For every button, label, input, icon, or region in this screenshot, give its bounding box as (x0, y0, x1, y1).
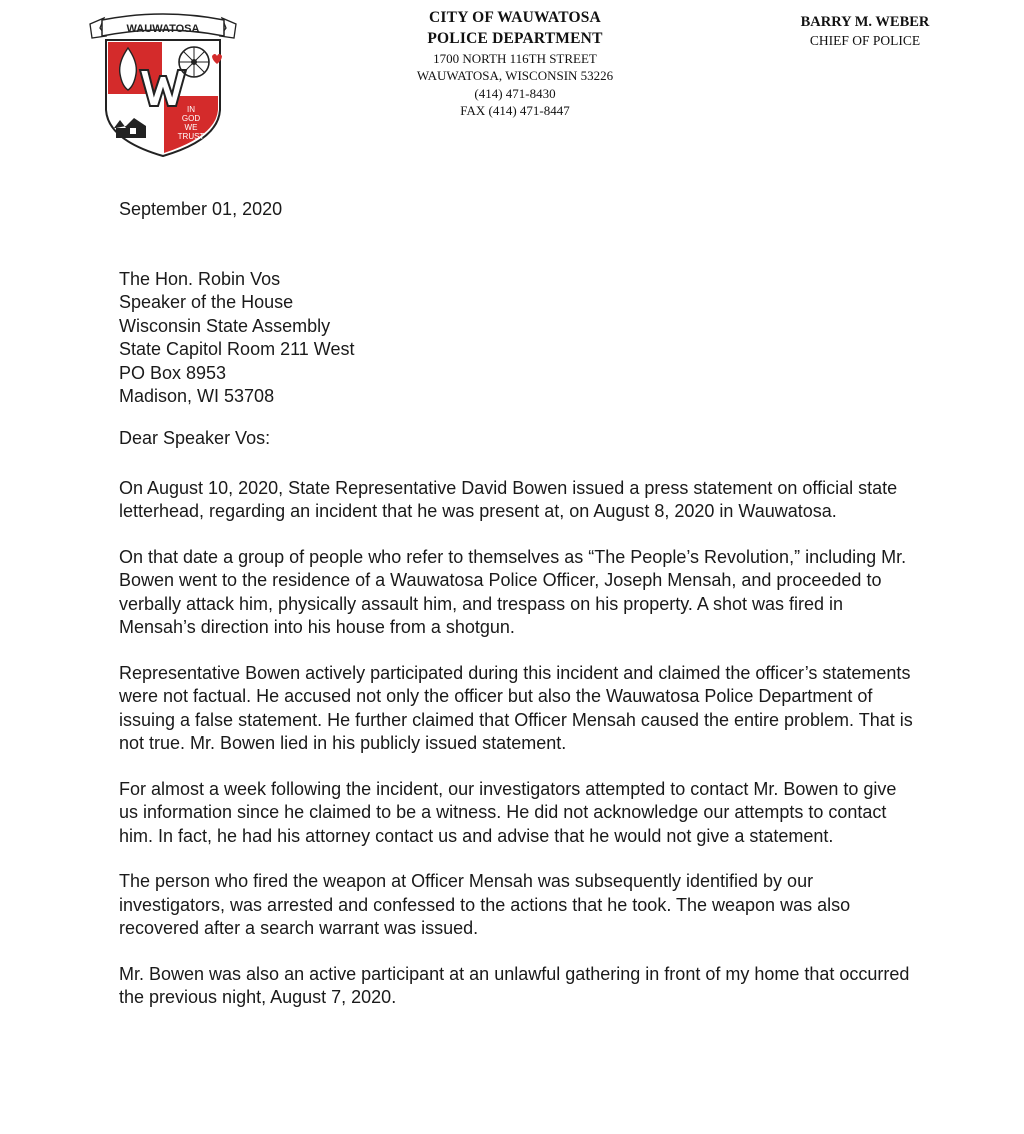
body-paragraph: The person who fired the weapon at Officer Mensah was subsequently identified by our investigators, was arrested and confessed to the actions that he took. The weapon was also recovered after a search warrant was issued. (119, 871, 851, 939)
letterhead-fax: FAX (414) 471-8447 (460, 103, 570, 119)
letterhead-phone: (414) 471-8430 (474, 85, 556, 101)
letterhead-department-name: POLICE DEPARTMENT (427, 29, 603, 47)
recipient-address (119, 268, 919, 410)
city-seal-logo (86, 10, 240, 160)
body-paragraph: For almost a week following the incident, our investigators attempted to contact Mr. Bowen to give us information since he claimed to be a witness. He did not acknowledge our attempts to contact him. In fact, he had his attorney contact us and advise that he would not give a statement. (119, 778, 897, 846)
chief-block (770, 12, 960, 50)
recipient-line: Speaker of the House (119, 292, 294, 313)
recipient-line: State Capitol Room 211 West (119, 339, 355, 360)
letterhead-city-state: WAUWATOSA, WISCONSIN 53226 (416, 68, 614, 84)
seal-motto-line: TRUST (177, 132, 205, 141)
body-paragraph: On August 10, 2020, State Representative David Bowen issued a press statement on official state letterhead, regarding an incident that he was present at, on August 8, 2020 in Wauwatosa. (119, 477, 898, 522)
body-paragraph: On that date a group of people who refer to themselves as “The People’s Revolution,” including Mr. Bowen went to the residence of a Wauwatosa Police Officer, Joseph Mensah, and proceeded to verbally attack him, physically assault him, and trespass on his property. A shot was fired in Mensah’s direction into his house from a shotgun. (119, 546, 907, 638)
seal-motto-line: WE (184, 123, 198, 132)
letterhead-header (360, 8, 670, 120)
body-paragraph: Mr. Bowen was also an active participant at an unlawful gathering in front of my home that occurred the previous night, August 7, 2020. (119, 963, 910, 1008)
letter-body (119, 198, 919, 1032)
body-paragraph: Representative Bowen actively participated during this incident and claimed the officer’s statements were not factual. He accused not only the officer but also the Wauwatosa Police Department of issuing a false statement. He further claimed that Officer Mensah caused the entire problem. That is not true. Mr. Bowen lied in his publicly issued statement. (119, 662, 913, 754)
letter-date: September 01, 2020 (119, 199, 283, 219)
recipient-line: The Hon. Robin Vos (119, 268, 281, 289)
chief-title: CHIEF OF POLICE (809, 33, 921, 49)
seal-banner-text: WAUWATOSA (126, 23, 200, 35)
seal-motto-line: IN (187, 105, 195, 114)
recipient-line: Madison, WI 53708 (119, 386, 275, 407)
letterhead-city-name: CITY OF WAUWATOSA (429, 9, 601, 26)
recipient-line: PO Box 8953 (119, 362, 227, 383)
recipient-line: Wisconsin State Assembly (119, 315, 331, 336)
letterhead-street: 1700 NORTH 116TH STREET (433, 50, 597, 66)
seal-motto-line: GOD (181, 114, 201, 123)
salutation: Dear Speaker Vos: (119, 428, 271, 449)
chief-name: BARRY M. WEBER (800, 14, 930, 30)
